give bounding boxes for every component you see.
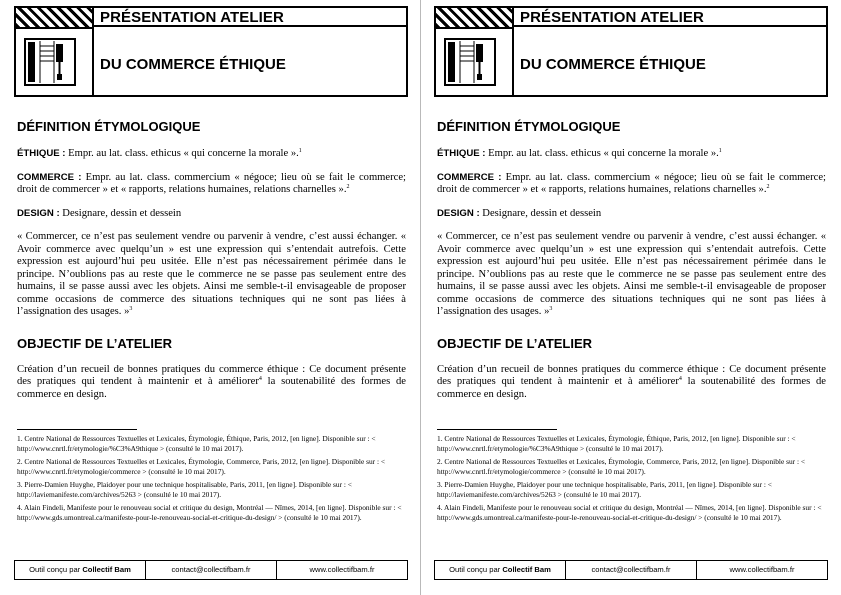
content [437,119,826,401]
page-right [428,0,835,595]
objectif-paragraph [17,364,406,402]
logo-box [436,8,514,95]
title-box [94,8,406,95]
definition-heading: DÉFINITION ÉTYMOLOGIQUE [437,119,621,134]
objectif-text-1: Création d’un recueil de bonnes pratiques du commerce éthique : Ce document présente des pratiques qui tendent à maintenir et à améliorer [17,363,406,387]
objectif-text-1: Création d’un recueil de bonnes pratiques du commerce éthique : Ce document présente des pratiques qui tendent à maintenir et à améliorer [437,363,826,387]
ethique-text: Empr. au lat. class. ethicus « qui concerne la morale ». [65,148,299,159]
ethique-ref: 1 [718,148,722,154]
quote-paragraph [17,231,406,319]
page-footer [434,560,828,580]
page-left [8,0,415,595]
footer-credit [435,561,566,579]
title-box [514,8,826,95]
design-text: Designare, dessin et dessein [59,207,182,219]
footnote-2: 2. Centre National de Ressources Textuelles et Lexicales, Étymologie, Commerce, Paris, 2012, [en ligne]. Disponible sur : < http://www.cnrtl.fr/etymologie/commerce > (consulté le 10 mai 2017). [17,457,386,476]
definition-heading: DÉFINITION ÉTYMOLOGIQUE [17,119,201,134]
objectif-heading: OBJECTIF DE L’ATELIER [437,335,593,351]
footnote-rule [437,429,557,430]
footer-website[interactable]: www.collectifbam.fr [309,565,375,574]
quote-ref: 3 [549,306,553,312]
objectif-text-2: la soutenabilité des formes de commerce en design. [17,376,406,400]
footnote-1: 1. Centre National de Ressources Textuelles et Lexicales, Étymologie, Éthique, Paris, 2012, [en ligne]. Disponible sur : < http://www.cnrtl.fr/etymologie/%C3%A9thique > (consulté le 10 mai 2017). [437,434,796,453]
objectif-ref: 4 [258,376,262,382]
hatch-pattern [436,8,512,29]
quote-text: « Commercer, ce n’est pas seulement vendre ou parvenir à vendre, c’est aussi échanger. « Avoir commerce avec quelqu’un » est une expression qui s’entendait autrefois. Cette expression est aujourd’hui peu usitée. Elle n’est pas nécessairement périmée dans le principe. N’oublions pas au reste que le commerce ne se passe pas seulement entre des humains, il se passe aussi avec les objets. Ainsi me semble-t-il envisageable de proposer comme occasions de commerce des situations techniques qui ne sont pas liées à l’assignation des usages. » [437,231,826,317]
design-text: Designare, dessin et dessein [479,207,602,219]
header-title-line1: PRÉSENTATION ATELIER [94,8,406,27]
header-title-line2: DU COMMERCE ÉTHIQUE [100,56,286,73]
design-definition [437,208,826,221]
page-footer [14,560,408,580]
logo-box [16,8,94,95]
footer-email[interactable]: contact@collectifbam.fr [146,561,277,579]
design-term: DESIGN : [17,207,60,219]
page-header [434,6,828,97]
commerce-ref: 2 [766,184,770,190]
footnote-4: 4. Alain Findeli, Manifeste pour le renouveau social et critique du design, Montréal — Nîmes, 2014, [en ligne]. Disponible sur : < http://www.gds.umontreal.ca/manifeste-pour-le-renouveau-social-et-critique-du-design/ > (consulté le 10 mai 2017). [437,503,822,522]
ethique-ref: 1 [298,148,302,154]
book-icon [24,38,76,86]
header-title-line2: DU COMMERCE ÉTHIQUE [520,56,706,73]
footnote-3: 3. Pierre-Damien Huyghe, Plaidoyer pour une technique hospitalisable, Paris, 2011, [en ligne]. Disponible sur : < http://laviemanifeste.com/archives/5263 > (consulté le 10 mai 2017). [437,480,772,499]
footer-credit-name: Collectif Bam [502,565,551,574]
footnotes [17,434,406,526]
objectif-paragraph [437,364,826,402]
footer-email[interactable]: contact@collectifbam.fr [566,561,697,579]
ethique-term: ÉTHIQUE : [437,148,486,159]
quote-ref: 3 [129,306,133,312]
ethique-term: ÉTHIQUE : [17,148,66,159]
header-title-line1: PRÉSENTATION ATELIER [514,8,826,27]
objectif-heading: OBJECTIF DE L’ATELIER [17,335,173,351]
footnote-3: 3. Pierre-Damien Huyghe, Plaidoyer pour une technique hospitalisable, Paris, 2011, [en ligne]. Disponible sur : < http://laviemanifeste.com/archives/5263 > (consulté le 10 mai 2017). [17,480,352,499]
ethique-definition [437,148,826,161]
commerce-text: Empr. au lat. class. commercium « négoce; lieu où se fait le commerce; droit de commercer » et « rapports, relations humaines, relations charnelles ». [437,171,826,195]
hatch-pattern [16,8,92,29]
footnote-2: 2. Centre National de Ressources Textuelles et Lexicales, Étymologie, Commerce, Paris, 2012, [en ligne]. Disponible sur : < http://www.cnrtl.fr/etymologie/commerce > (consulté le 10 mai 2017). [437,457,806,476]
commerce-term: COMMERCE : [17,171,82,183]
commerce-definition [17,172,406,197]
footer-website[interactable]: www.collectifbam.fr [729,565,795,574]
page-header [14,6,408,97]
book-icon [444,38,496,86]
commerce-ref: 2 [346,184,350,190]
footer-credit-name: Collectif Bam [82,565,131,574]
design-definition [17,208,406,221]
footnote-4: 4. Alain Findeli, Manifeste pour le renouveau social et critique du design, Montréal — Nîmes, 2014, [en ligne]. Disponible sur : < http://www.gds.umontreal.ca/manifeste-pour-le-renouveau-social-et-critique-du-design/ > (consulté le 10 mai 2017). [17,503,402,522]
ethique-text: Empr. au lat. class. ethicus « qui concerne la morale ». [485,148,719,159]
footnote-rule [17,429,137,430]
footer-credit-prefix: Outil conçu par [29,565,83,574]
commerce-term: COMMERCE : [437,171,502,183]
ethique-definition [17,148,406,161]
quote-text: « Commercer, ce n’est pas seulement vendre ou parvenir à vendre, c’est aussi échanger. « Avoir commerce avec quelqu’un » est une expression qui s’entendait autrefois. Cette expression est aujourd’hui peu usitée. Elle n’est pas nécessairement périmée dans le principe. N’oublions pas au reste que le commerce ne se passe pas seulement entre des humains, il se passe aussi avec les objets. Ainsi me semble-t-il envisageable de proposer comme occasions de commerce des situations techniques qui ne sont pas liées à l’assignation des usages. » [17,231,406,317]
footer-credit-prefix: Outil conçu par [449,565,503,574]
footer-credit [15,561,146,579]
footnotes [437,434,826,526]
design-term: DESIGN : [437,207,480,219]
page-divider [420,0,421,595]
objectif-ref: 4 [678,376,682,382]
commerce-definition [437,172,826,197]
commerce-text: Empr. au lat. class. commercium « négoce; lieu où se fait le commerce; droit de commercer » et « rapports, relations humaines, relations charnelles ». [17,171,406,195]
objectif-text-2: la soutenabilité des formes de commerce en design. [437,376,826,400]
quote-paragraph [437,231,826,319]
footnote-1: 1. Centre National de Ressources Textuelles et Lexicales, Étymologie, Éthique, Paris, 2012, [en ligne]. Disponible sur : < http://www.cnrtl.fr/etymologie/%C3%A9thique > (consulté le 10 mai 2017). [17,434,376,453]
content [17,119,406,401]
